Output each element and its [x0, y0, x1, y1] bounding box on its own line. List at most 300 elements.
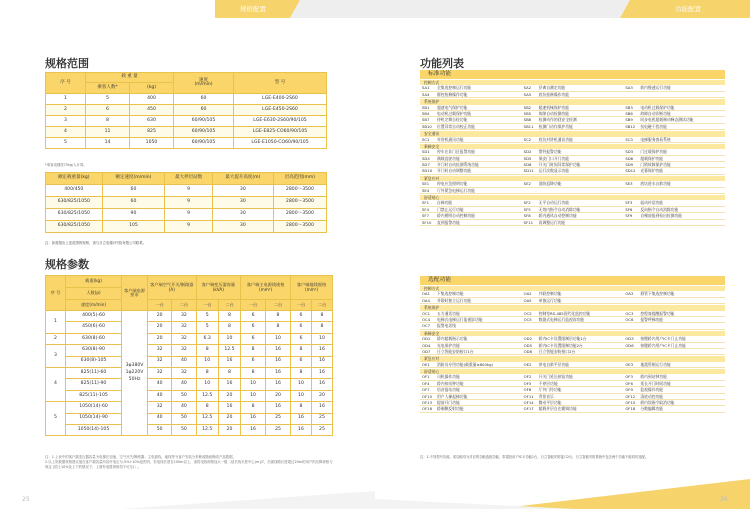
spec-range-note: *乘客电梯按75kg/人计算。	[45, 163, 87, 167]
function-code: OF7	[422, 387, 430, 393]
function-item	[522, 168, 624, 173]
group-number: 5	[46, 402, 66, 436]
table-cell: 40	[172, 379, 196, 390]
table-cell: 8	[291, 402, 312, 413]
function-name: 开门时自动检测系统功能	[437, 162, 479, 168]
table-cell: 20	[218, 424, 240, 435]
function-item	[522, 162, 624, 167]
function-item	[623, 317, 725, 322]
function-name: 无效内指令自动消除功能	[538, 206, 581, 212]
function-category: 舒适贴心	[420, 368, 725, 374]
col-header: 序 号	[46, 73, 86, 94]
table-row	[46, 127, 327, 138]
function-name: 无平自动运行功能	[538, 200, 570, 206]
function-name: 司机操作功能	[437, 374, 460, 380]
function-name: 轿厢侧反射功能	[437, 406, 464, 412]
function-item	[623, 381, 725, 386]
table-cell: 10	[291, 379, 312, 390]
function-code: SC3	[625, 136, 633, 142]
function-name: 报警呼梯功能	[640, 316, 664, 322]
function-name	[539, 323, 624, 328]
table-cell: 16	[311, 402, 332, 413]
table-cell: 12.5	[196, 413, 218, 424]
table-cell: 8	[218, 322, 240, 333]
function-code: SB10	[422, 123, 432, 129]
col-header: 人数(p)	[66, 288, 122, 300]
function-item	[420, 200, 522, 205]
function-code	[623, 323, 640, 328]
left-footer-decoration	[0, 469, 375, 509]
right-page-number: 26	[720, 496, 728, 503]
function-name: 电梯服务查看系统	[640, 136, 671, 142]
table-cell: 630/825/1050	[46, 209, 103, 221]
table-cell: 3	[46, 116, 86, 127]
function-item	[522, 111, 624, 116]
table-cell: 20	[218, 390, 240, 401]
table-cell: 16	[266, 379, 291, 390]
function-name: 超速机械保护功能	[538, 104, 570, 110]
function-code: SA1	[422, 85, 430, 91]
table-cell: 10	[266, 333, 291, 344]
function-code: SF7	[422, 213, 430, 219]
spec-params-table	[45, 275, 333, 436]
function-name: 轿内IC卡设置限制层功能1台	[538, 336, 587, 342]
table-cell: 825(11)-60	[66, 367, 122, 378]
function-item	[623, 149, 725, 154]
function-item	[420, 105, 522, 110]
table-cell: 60	[102, 197, 165, 209]
function-item	[623, 137, 725, 142]
group-number: 4	[46, 367, 66, 401]
function-item	[623, 124, 725, 129]
function-item	[420, 311, 522, 316]
table-cell: 16	[291, 424, 312, 435]
col-header: 层高范围(mm)	[273, 173, 326, 185]
optional-note: 注：1.不同型号功能，或功能均为对应的功能选配功能，带超拍用户IC卡功能1台，日立智能安防接口2台，日立智能安防系统中包含两个功能不能同时选配。	[420, 455, 649, 459]
power-requirement: 3φ380V 1φ220V 50Hz	[122, 311, 148, 436]
table-row	[46, 333, 333, 344]
function-code: OC4	[422, 316, 431, 322]
table-cell: LGE-E1050-CO60/90/105	[234, 138, 327, 149]
function-name: 单独运行功能	[538, 297, 562, 303]
function-name: 不停层功能	[538, 380, 558, 386]
function-name: 日立智能安防接口2台	[538, 348, 576, 354]
function-name	[640, 220, 725, 225]
function-name	[640, 92, 725, 97]
table-cell: 16	[218, 356, 240, 367]
function-item	[623, 311, 725, 316]
function-name: 层离自测定功能	[538, 85, 566, 91]
function-item	[420, 188, 522, 193]
function-name: 运行次数显示功能	[538, 168, 570, 174]
table-cell: 8	[241, 402, 266, 413]
table-cell: 32	[172, 345, 196, 356]
table-cell: 60	[174, 94, 234, 105]
function-name: 并联时独立运行功能	[437, 297, 472, 303]
function-name: 分数编辑功能	[640, 406, 664, 412]
function-code: OA3	[625, 291, 634, 297]
function-code: OE3	[625, 361, 634, 367]
function-item	[420, 168, 522, 173]
function-name: 轿内超载指示功能	[437, 336, 468, 342]
function-code: SD12	[625, 168, 636, 174]
function-item	[522, 381, 624, 386]
function-code: SA3	[625, 85, 633, 91]
function-item	[623, 162, 725, 167]
table-cell: 16	[266, 356, 291, 367]
function-code: OC1	[422, 310, 431, 316]
function-item	[522, 85, 624, 90]
table-cell: LGE-E630-2S60/90/105	[234, 116, 327, 127]
function-item	[522, 400, 624, 405]
function-name: 开关门时间异常保护功能	[538, 162, 581, 168]
function-name: 轿内误指令取消功能	[640, 400, 675, 406]
table-cell: 5	[196, 311, 218, 322]
table-cell: 10	[196, 379, 218, 390]
function-name: 底坑检修操作功能	[538, 91, 570, 97]
function-item	[623, 85, 725, 90]
table-cell: 90	[102, 209, 165, 221]
function-code: SD11	[523, 168, 534, 174]
function-item	[420, 387, 522, 392]
function-name: 同步电机超载制动释态测试功能	[640, 117, 694, 123]
function-name: 电梯式电梯运行监视屏功能	[437, 316, 483, 322]
table-cell: 16	[311, 367, 332, 378]
function-name: 抗电磁干扰功能	[640, 123, 667, 129]
table-row	[46, 138, 327, 149]
table-cell: 32	[172, 322, 196, 333]
function-name: 满载直驶功能	[437, 155, 460, 161]
table-cell: 1050(14)-60	[66, 402, 122, 413]
function-code: OE1	[422, 361, 430, 367]
table-cell: 50	[172, 424, 196, 435]
function-code: OF12	[625, 393, 636, 399]
function-name: 检测门动作保护功能	[538, 123, 573, 129]
function-code: OF16	[422, 406, 433, 412]
function-item	[420, 220, 522, 225]
function-code: OF14	[523, 400, 534, 406]
function-name: 清底动控功能	[640, 393, 664, 399]
table-cell: 8	[241, 367, 266, 378]
function-code: OA1	[422, 291, 430, 297]
col-one: 一台	[196, 300, 218, 311]
function-name: 厅外紧急电梯运行功能	[437, 187, 475, 193]
function-code: SB6	[625, 110, 633, 116]
function-code: OF18	[625, 406, 636, 412]
function-item	[522, 362, 624, 367]
function-code: OF2	[523, 374, 532, 380]
function-name: 故障自动诊断功能	[640, 110, 671, 116]
optional-functions	[420, 276, 725, 413]
function-item	[522, 188, 624, 193]
table-cell: 8	[311, 322, 332, 333]
table-cell: 6	[291, 333, 312, 344]
col-header: 客户端变压器容量(kVA)	[196, 276, 241, 300]
function-name	[640, 298, 725, 303]
table-cell: 30	[212, 209, 273, 221]
function-category: 系统保护	[420, 98, 725, 104]
function-code: SF9	[625, 213, 633, 219]
spec-range-title: 规格范围	[45, 57, 89, 70]
function-item	[623, 406, 725, 411]
table-cell: 1050(14)-105	[66, 424, 122, 435]
col-header: 速度(m/min)	[66, 300, 122, 311]
function-code	[522, 188, 539, 193]
function-code: OE2	[523, 361, 532, 367]
function-code: SF1	[422, 200, 430, 206]
table-cell: 9	[165, 221, 213, 233]
table-cell: 8	[291, 345, 312, 356]
function-item	[623, 213, 725, 218]
function-name: 厅外门铃功能	[538, 387, 562, 393]
function-item	[623, 336, 725, 341]
table-row	[46, 367, 333, 378]
function-item	[522, 137, 624, 142]
function-name: 背景音乐	[538, 393, 554, 399]
function-code: OF5	[523, 380, 532, 386]
function-code: SF3	[625, 200, 633, 206]
table-cell: 12.5	[218, 345, 240, 356]
optional-heading: 选配功能	[420, 276, 725, 285]
table-cell: 20	[148, 333, 172, 344]
table-cell: 50	[148, 424, 172, 435]
table-cell: 30	[212, 185, 273, 197]
function-name: 超速电气保护功能	[437, 104, 468, 110]
function-name: 按键轿内用户IC卡门止功能	[640, 336, 686, 342]
function-item	[623, 400, 725, 405]
function-name: 超载并层自在繁调功能	[538, 406, 577, 412]
function-code: OA2	[523, 291, 532, 297]
table-row	[46, 105, 327, 116]
function-name: 用户人梯起梯功能	[437, 393, 468, 399]
function-row	[420, 220, 725, 226]
function-item	[522, 207, 624, 212]
table-cell: 8	[196, 402, 218, 413]
col-two: 二台	[311, 300, 332, 311]
function-item	[420, 362, 522, 367]
function-name: 底坑进水自救功能	[640, 181, 671, 187]
function-name	[640, 323, 725, 328]
function-name: 警铃报警功能	[538, 149, 562, 155]
table-cell: 105	[102, 221, 165, 233]
function-name: 报警电话线	[437, 323, 456, 329]
function-name: 轿内IC卡设置限制功能2台	[538, 342, 583, 348]
function-list-title: 功能列表	[420, 57, 464, 70]
right-header-bar	[375, 0, 750, 18]
table-cell: 8	[266, 322, 291, 333]
function-item	[522, 92, 624, 97]
function-name: 开关门延长按钮功能	[538, 374, 573, 380]
table-cell: 32	[148, 356, 172, 367]
function-item	[420, 317, 522, 322]
function-code: OC3	[625, 310, 634, 316]
table-cell: LGE-E825-CO60/90/105	[234, 127, 327, 138]
function-item	[522, 149, 624, 154]
function-item	[522, 105, 624, 110]
function-code: OA4	[422, 297, 430, 303]
function-code: OF4	[422, 380, 430, 386]
function-item	[420, 85, 522, 90]
function-name: 反向指令自动消除功能	[640, 206, 679, 212]
function-code: OA5	[523, 297, 532, 303]
table-cell: 25	[311, 413, 332, 424]
table-row	[46, 116, 327, 127]
table-cell: 400	[130, 94, 174, 105]
function-code: OD7	[422, 348, 431, 354]
left-page-number: 25	[22, 496, 30, 503]
function-code: SD2	[523, 149, 532, 155]
function-code: OD8	[523, 348, 532, 354]
function-name: 提前开门功能	[437, 400, 460, 406]
function-name: 起动补偿功能	[640, 200, 664, 206]
function-item	[420, 162, 522, 167]
table-cell: 60	[174, 105, 234, 116]
function-item	[420, 92, 522, 97]
function-code: SB11	[523, 123, 534, 129]
function-item	[522, 156, 624, 161]
table-cell: 9	[165, 209, 213, 221]
group-number: 1	[46, 311, 66, 334]
table-cell: 32	[172, 311, 196, 322]
table-cell: 32	[148, 367, 172, 378]
table-row	[46, 209, 327, 221]
function-code: OF8	[523, 387, 532, 393]
function-code: SB3	[625, 104, 633, 110]
col-header: 额定载重量(kg)	[46, 173, 103, 185]
function-item	[522, 343, 624, 348]
table-cell: 630/825/1050	[46, 221, 103, 233]
function-category: 控制方式	[420, 285, 725, 291]
function-code: SB8	[523, 117, 532, 123]
function-name: 轿内通风自动控制功能	[538, 213, 577, 219]
function-name: 待机定期自检功能	[437, 117, 468, 123]
table-cell: 25	[311, 424, 332, 435]
function-code	[623, 92, 640, 97]
function-code: SB12	[625, 123, 636, 129]
function-item	[623, 188, 725, 193]
function-code: SB4	[422, 110, 430, 116]
function-name: 直到报警功能	[437, 219, 460, 225]
table-cell: 40	[148, 379, 172, 390]
col-header: 序 号	[46, 276, 66, 311]
function-name: 轿内照明自动控制功能	[437, 213, 475, 219]
col-one: 一台	[148, 300, 172, 311]
function-name: 再调整运行功能	[538, 219, 566, 225]
function-code: SC2	[523, 136, 532, 142]
function-item	[522, 387, 624, 392]
function-item	[623, 200, 725, 205]
col-header: 速度 (m/min)	[174, 73, 234, 94]
function-code: SD4	[422, 155, 430, 161]
function-item	[522, 406, 624, 411]
table-cell: 32	[172, 367, 196, 378]
col-header: 客户端电源要求	[122, 276, 148, 311]
table-row	[46, 221, 327, 233]
function-code: SD3	[625, 149, 634, 155]
function-name: 下集选控制功能	[437, 291, 464, 297]
table-cell: 40	[172, 356, 196, 367]
table-cell: 825(11)-90	[66, 379, 122, 390]
table-cell: 630	[130, 116, 174, 127]
col-header: 客户端空气开关/断路器(A)	[148, 276, 197, 300]
col-header: 最大提升高度(m)	[212, 173, 273, 185]
function-code: SB9	[625, 117, 633, 123]
function-name: 超载保护功能	[640, 155, 664, 161]
function-name: 检测动作的回安全检测	[538, 117, 577, 123]
table-cell: 6	[291, 311, 312, 322]
right-header-tag: 功能配置	[675, 5, 701, 13]
function-name: 数据式电梯运行监视屏功能	[538, 316, 585, 322]
function-name: 对讲机通讯功能	[437, 136, 464, 142]
function-name: 语音报站功能	[437, 387, 460, 393]
function-item	[420, 343, 522, 348]
table-cell: 8	[196, 345, 218, 356]
function-item	[420, 349, 522, 354]
function-item	[420, 374, 522, 379]
table-cell: 8	[218, 311, 240, 322]
table-cell: 400(5)-60	[66, 311, 122, 322]
standard-functions	[420, 70, 725, 226]
spec-limit-note: 注：如需超出上述范围的规格，请与日立电梯(中国)有限公司联系。	[45, 241, 146, 245]
function-name: 地震管制运行功能	[640, 361, 671, 367]
function-code: OD5	[523, 342, 532, 348]
function-name: 停电应急照明功能	[437, 181, 468, 187]
function-code	[623, 188, 640, 193]
function-category: 紧急应对	[420, 355, 725, 361]
function-name: 电动机过载保护功能	[437, 110, 472, 116]
function-item	[420, 149, 522, 154]
table-cell: 10	[196, 356, 218, 367]
function-code: SA5	[523, 91, 532, 97]
function-code: SB5	[523, 110, 532, 116]
function-code: SF2	[523, 200, 531, 206]
function-item	[522, 394, 624, 399]
function-name: 群管下集选控制功能	[640, 291, 675, 297]
table-cell: 20	[218, 413, 240, 424]
table-cell: 4	[46, 127, 86, 138]
function-name: 开门时自动调整功能	[437, 168, 472, 174]
function-item	[522, 323, 624, 328]
spec-limit-table	[45, 172, 327, 233]
function-item	[420, 336, 522, 341]
table-cell: 630/825/1050	[46, 197, 103, 209]
function-item	[623, 207, 725, 212]
function-category: 紧急应对	[420, 175, 725, 181]
table-cell: LGE-E450-2S60	[234, 105, 327, 116]
function-name: 自噪前报到检出检测功能	[640, 213, 683, 219]
function-code	[623, 349, 640, 354]
function-code: SB7	[422, 117, 430, 123]
table-cell: 32	[148, 345, 172, 356]
function-item	[420, 291, 522, 296]
table-cell: 10	[241, 379, 266, 390]
function-code: SA2	[523, 85, 532, 91]
table-row	[46, 94, 327, 105]
table-cell: 6.3	[196, 333, 218, 344]
table-cell: 20	[148, 311, 172, 322]
function-name: 五方通话功能	[437, 310, 460, 316]
function-item	[522, 220, 624, 225]
function-item	[623, 387, 725, 392]
table-cell: 12.5	[196, 390, 218, 401]
function-code	[623, 220, 640, 225]
function-item	[623, 362, 725, 367]
function-category: 乘梯安全	[420, 143, 725, 149]
table-row	[46, 379, 333, 390]
col-two: 二台	[266, 300, 291, 311]
function-code: SD5	[523, 155, 532, 161]
table-cell: 400/450	[46, 185, 103, 197]
